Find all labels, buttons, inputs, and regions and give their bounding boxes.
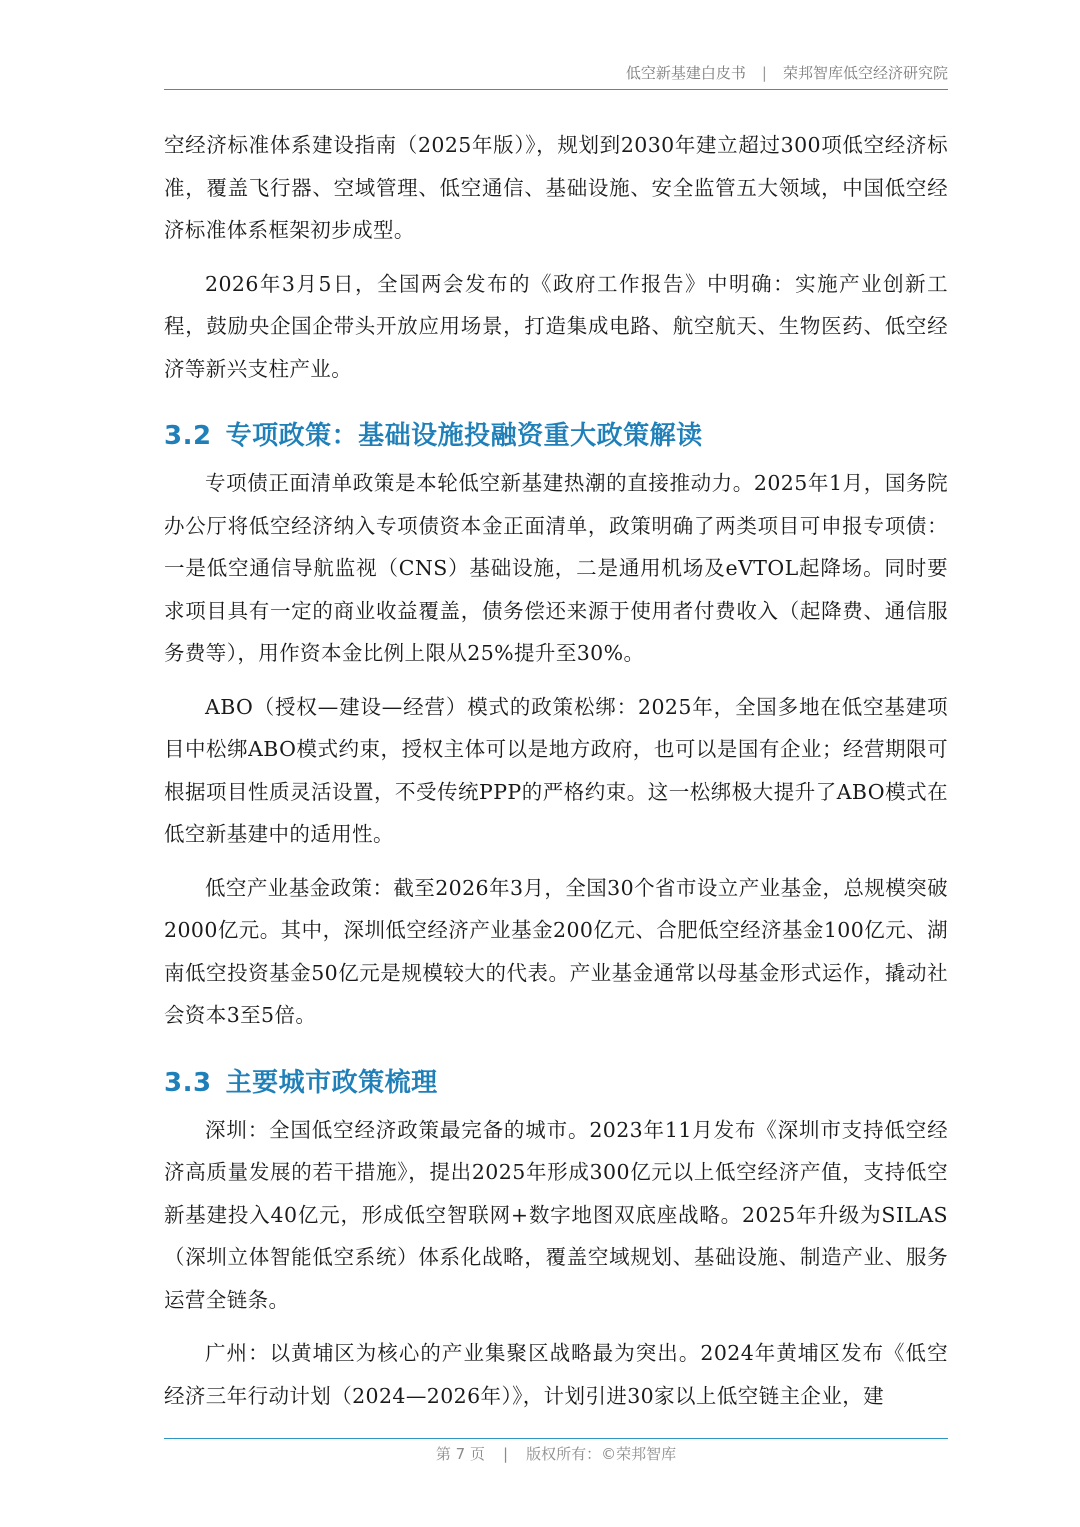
- body-paragraph: 专项债正面清单政策是本轮低空新基建热潮的直接推动力。2025年1月，国务院办公厅将低空经济纳入专项债资本金正面清单，政策明确了两类项目可申报专项债：一是低空通信导航监视（CNS）基础设施，二是通用机场及eVTOL起降场。同时要求项目具有一定的商业收益覆盖，债务偿还来源于使用者付费收入（起降费、通信服务费等），用作资本金比例上限从25%提升至30%。: [164, 471, 948, 665]
- body-paragraph: 深圳：全国低空经济政策最完备的城市。2023年11月发布《深圳市支持低空经济高质量发展的若干措施》，提出2025年形成300亿元以上低空经济产值，支持低空新基建投入40亿元，形成低空智联网+数字地图双底座战略。2025年升级为SILAS（深圳立体智能低空系统）体系化战略，覆盖空域规划、基础设施、制造产业、服务运营全链条。: [164, 1117, 948, 1312]
- page-number: 第 7 页: [435, 1445, 485, 1463]
- body-paragraph: 2026年3月5日，全国两会发布的《政府工作报告》中明确：实施产业创新工程，鼓励央企国企带头开放应用场景，打造集成电路、航空航天、生物医药、低空经济等新兴支柱产业。: [164, 271, 948, 381]
- footer-divider: [164, 1438, 948, 1439]
- body-paragraph: 广州：以黄埔区为核心的产业集聚区战略最为突出。2024年黄埔区发布《低空经济三年行动计划（2024—2026年）》，计划引进30家以上低空链主企业，建: [164, 1341, 948, 1408]
- header-org: 荣邦智库低空经济研究院: [782, 64, 948, 82]
- footer-copyright: 版权所有：©荣邦智库: [526, 1445, 677, 1463]
- page-footer: [164, 1443, 948, 1464]
- section-title: 专项政策：基础设施投融资重大政策解读: [225, 421, 703, 451]
- section-number: 3.2: [164, 421, 212, 451]
- body-paragraph: ABO（授权—建设—经营）模式的政策松绑：2025年，全国多地在低空基建项目中松绑ABO模式约束，授权主体可以是地方政府，也可以是国有企业；经营期限可根据项目性质灵活设置，不受传统PPP的严格约束。这一松绑极大提升了ABO模式在低空新基建中的适用性。: [164, 694, 948, 846]
- page-header: [164, 62, 948, 88]
- page-body: [164, 124, 948, 1428]
- section-title: 主要城市政策梳理: [225, 1067, 438, 1098]
- header-separator: |: [761, 64, 767, 82]
- header-divider: [164, 89, 948, 90]
- section-heading-3-3: [164, 1063, 948, 1103]
- section-number: 3.3: [164, 1067, 212, 1098]
- body-paragraph: 空经济标准体系建设指南（2025年版）》，规划到2030年建立超过300项低空经济标准，覆盖飞行器、空域管理、低空通信、基础设施、安全监管五大领域，中国低空经济标准体系框架初步成型。: [164, 133, 948, 242]
- footer-separator: |: [503, 1445, 509, 1463]
- body-paragraph: 低空产业基金政策：截至2026年3月，全国30个省市设立产业基金，总规模突破2000亿元。其中，深圳低空经济产业基金200亿元、合肥低空经济基金100亿元、湖南低空投资基金50亿元是规模较大的代表。产业基金通常以母基金形式运作，撬动社会资本3至5倍。: [164, 875, 948, 1027]
- section-heading-3-2: [164, 416, 948, 456]
- header-doc-title: 低空新基建白皮书: [625, 64, 746, 82]
